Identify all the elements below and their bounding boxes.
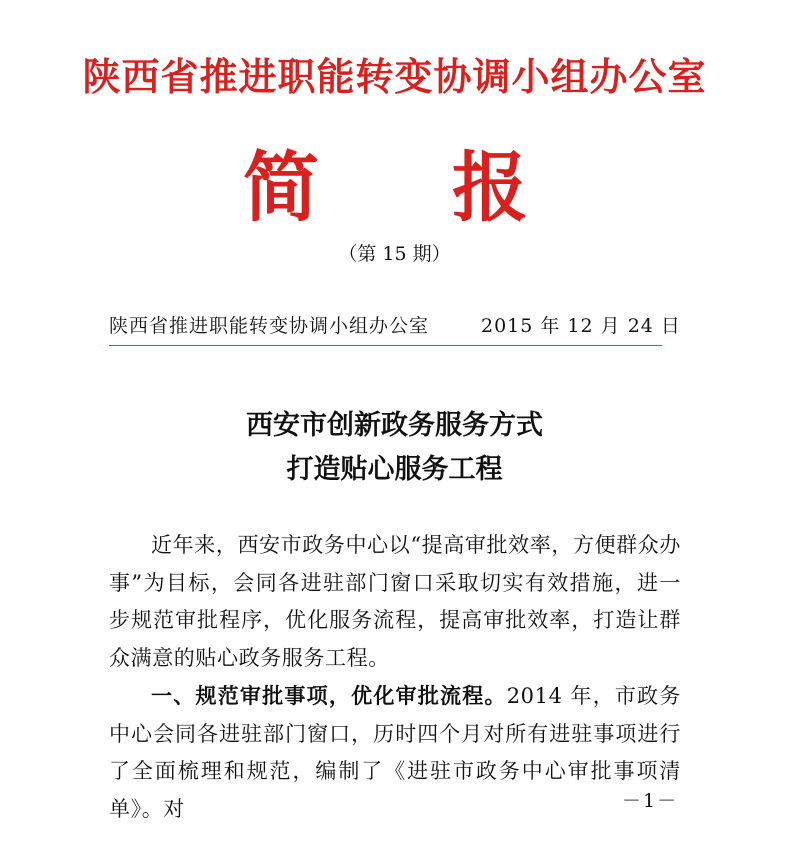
header-divider-line	[109, 345, 662, 346]
meta-date: 2015 年 12 月 24 日	[481, 315, 681, 337]
page-number: －1－	[622, 790, 679, 812]
article-title-line-1: 西安市创新政务服务方式	[246, 410, 543, 441]
body-paragraph-2	[109, 677, 681, 828]
report-title-char-1: 简	[243, 143, 319, 232]
issuing-organization-header: 陕西省推进职能转变协调小组办公室	[82, 54, 707, 99]
body-paragraph-1: 近年来，西安市政务中心以“提高审批效率，方便群众办事”为目标，会同各进驻部门窗口采取切实有效措施，进一步规范审批程序，优化服务流程，提高审批效率，打造让群众满意的贴心政务服务工程。	[109, 533, 681, 670]
article-body	[109, 527, 681, 828]
article-title-line-2: 打造贴心服务工程	[286, 454, 503, 485]
issue-number: （第 15 期）	[338, 243, 451, 265]
report-title	[0, 143, 789, 232]
report-title-char-2: 报	[452, 143, 528, 232]
body-paragraph-2-text: 2014 年，市政务中心会同各进驻部门窗口，历时四个月对所有进驻事项进行了全面梳理和规范，编制了《进驻市政务中心审批事项清单》。对	[109, 684, 681, 821]
meta-office: 陕西省推进职能转变协调小组办公室	[109, 315, 430, 337]
body-paragraph-2-heading: 一、规范审批事项，优化审批流程。	[151, 683, 507, 708]
article-title	[0, 404, 789, 492]
